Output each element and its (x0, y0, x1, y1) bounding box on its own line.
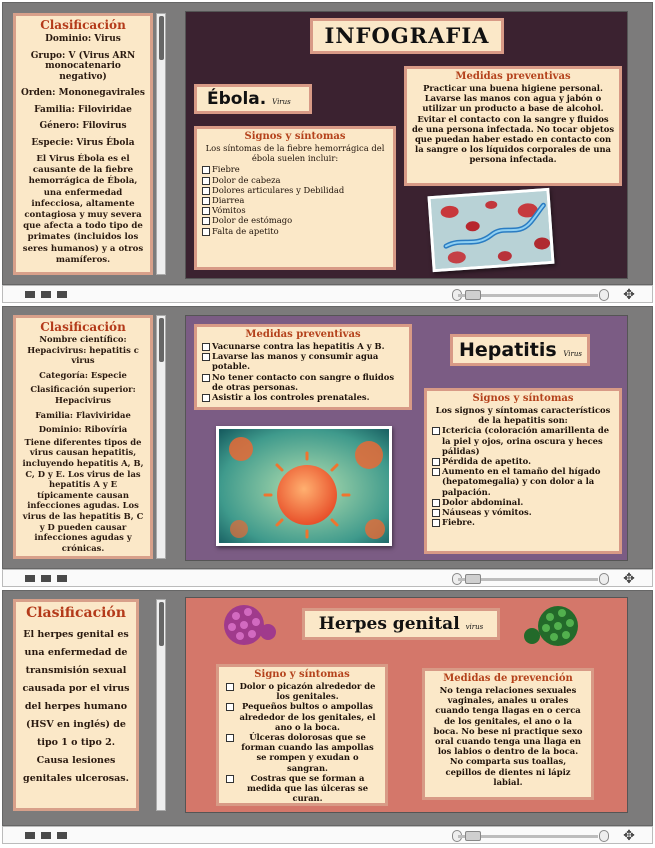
symptom-item: Úlceras dolorosas que se forman cuando las ampollas se rompen y exudan o sangran. (225, 732, 379, 773)
classification-line: Dominio: Virus (45, 34, 121, 44)
thumbnail-view-icon[interactable] (25, 291, 35, 298)
hepatitis-illustration (219, 429, 392, 546)
thumbnail-view-icon[interactable] (41, 291, 51, 298)
symptom-item: Fiebre (201, 164, 389, 174)
symptom-item: Pequeños bultos o ampollas alrededor de los genitales, el ano o la boca. (225, 701, 379, 732)
ebola-virus-image (427, 188, 554, 272)
signs-heading: Signo y síntomas (254, 669, 350, 680)
classification-heading: Clasificación (40, 320, 126, 334)
classification-line: Género: Filovirus (39, 121, 127, 131)
move-icon[interactable]: ✥ (623, 828, 635, 844)
prevention-card (422, 668, 594, 800)
thumbnail-view-icon[interactable] (41, 832, 51, 839)
thumbnail-view-icon[interactable] (57, 291, 67, 298)
scrollbar-thumb[interactable] (159, 602, 164, 646)
symptoms-list (225, 681, 379, 803)
symptom-item: Dolor o picazón alrededor de los genitales. (225, 681, 379, 701)
prevention-item: Asistir a los controles prenatales. (201, 392, 405, 402)
signs-symptoms-card (216, 664, 388, 806)
symptom-item: Náuseas y vómitos. (431, 507, 615, 517)
signs-heading: Signos y síntomas (472, 393, 574, 404)
move-icon[interactable]: ✥ (623, 571, 635, 587)
zoom-in-icon[interactable] (599, 289, 609, 301)
slide-statusbar (2, 569, 653, 587)
classification-sidebar (13, 13, 153, 275)
disease-title: Ébola. (207, 89, 267, 109)
slide-panel-hepatitis (2, 306, 653, 569)
scrollbar-thumb[interactable] (159, 318, 164, 362)
classification-line: Grupo: V (Virus ARN monocatenario negativo) (30, 50, 136, 82)
scrollbar-thumb[interactable] (159, 16, 164, 60)
zoom-slider-knob[interactable] (465, 831, 481, 841)
herpes-virus-icon (214, 600, 278, 650)
symptom-item: Vómitos (201, 205, 389, 215)
hepatitis-slide-canvas (185, 315, 628, 561)
banner-text: INFOGRAFIA (324, 23, 490, 48)
ebola-illustration (431, 191, 555, 273)
classification-description: Tiene diferentes tipos de virus causan hepatitis, incluyendo hepatitis A, B, C, D y E. Los virus de las hepatitis A y E típicamente causan infecciones agudas. Los virus de las hepatitis B, C y D pueden causar infecciones agudas y crónicas. (22, 436, 144, 553)
thumbnail-view-icon[interactable] (25, 832, 35, 839)
symptoms-list (201, 164, 389, 235)
sidebar-scrollbar[interactable] (156, 13, 166, 275)
symptom-item: Ictericia (coloración amarillenta de la piel y ojos, orina oscura y heces pálidas) (431, 425, 615, 456)
herpes-slide-canvas (185, 597, 628, 813)
symptom-item: Aumento en el tamaño del hígado (hepatomegalia) y con dolor a la palpación. (431, 466, 615, 497)
symptom-item: Diarrea (201, 195, 389, 205)
symptom-item: Fiebre. (431, 517, 615, 527)
classification-line: Especie: Virus Ébola (31, 137, 135, 148)
symptom-item: Falta de apetito (201, 226, 389, 236)
prevention-text: Practicar una buena higiene personal. Lavarse las manos con agua y jabón o utilizar un producto a base de alcohol. Evitar el contacto con la sangre y fluidos de una persona infectada. No tocar objetos que puedan haber estado en contacto con la sangre o los líquidos corporales de una persona infectada. (411, 83, 615, 165)
prevention-heading: Medidas preventivas (455, 71, 571, 82)
slide-statusbar (2, 285, 653, 303)
signs-intro: Los signos y síntomas característicos de la hepatitis son: (435, 405, 611, 426)
prevention-card (194, 324, 412, 410)
prevention-item: No tener contacto con sangre o fluidos de otras personas. (201, 372, 405, 392)
classification-description: El herpes genital es una enfermedad de transmisión sexual causada por el virus del herpes humano (HSV en inglés) de tipo 1 o tipo 2. Causa lesiones genitales ulcerosas. (22, 629, 130, 784)
classification-line: Dominio: Ribovíria (38, 424, 128, 435)
thumbnail-view-icon[interactable] (25, 575, 35, 582)
signs-symptoms-card (424, 388, 622, 554)
classification-line: Clasificación superior: Hepacivirus (30, 384, 136, 405)
classification-description: El Virus Ébola es el causante de la fiebre hemorrágica de Ébola, una enfermedad infecciosa, altamente contagiosa y muy severa que afecta a todo tipo de primates (incluidos los seres humanos) y a otros mamíferos. (22, 154, 144, 265)
symptom-item: Pérdida de apetito. (431, 456, 615, 466)
herpes-virus-icon (522, 602, 586, 652)
hepatitis-virus-image (216, 426, 392, 546)
signs-symptoms-card (194, 126, 396, 270)
disease-title: Hepatitis (459, 339, 557, 361)
slide-statusbar (2, 826, 653, 844)
slide-panel-ebola (2, 2, 653, 285)
classification-heading: Clasificación (40, 18, 126, 32)
zoom-slider-knob[interactable] (465, 574, 481, 584)
thumbnail-view-icon[interactable] (57, 575, 67, 582)
classification-line: Familia: Filoviridae (34, 104, 132, 115)
prevention-item: Vacunarse contra las hepatitis A y B. (201, 341, 405, 351)
symptoms-list (431, 425, 615, 527)
move-icon[interactable]: ✥ (623, 287, 635, 303)
prevention-text: No tenga relaciones sexuales vaginales, anales u orales cuando tenga llagas en o cerca de los genitales, el ano o la boca. No bese ni practique sexo oral cuando tenga una llaga en los labios o dentro de la boca. No comparta sus toallas, cepillos de dientes ni lápiz labial. (433, 685, 583, 787)
prevention-heading: Medidas preventivas (245, 329, 361, 340)
zoom-in-icon[interactable] (599, 830, 609, 842)
disease-title-box (450, 334, 590, 366)
classification-line: Familia: Flaviviridae (35, 409, 131, 420)
disease-title: Herpes genital (318, 614, 460, 634)
classification-sidebar (13, 599, 139, 811)
thumbnail-view-icon[interactable] (41, 575, 51, 582)
zoom-slider-knob[interactable] (465, 290, 481, 300)
symptom-item: Dolor de estómago (201, 215, 389, 225)
prevention-heading: Medidas de prevención (443, 673, 573, 684)
prevention-item: Lavarse las manos y consumir agua potable. (201, 351, 405, 371)
classification-line: Nombre científico: Hepacivirus: hepatitis c virus (27, 334, 139, 366)
symptom-item: Costras que se forman a medida que las úlceras se curan. (225, 773, 379, 804)
sidebar-scrollbar[interactable] (156, 315, 166, 559)
symptom-item: Dolores articulares y Debilidad (201, 185, 389, 195)
signs-intro: Los síntomas de la fiebre hemorrágica del ébola suelen incluir: (205, 143, 385, 164)
classification-heading: Clasificación (26, 605, 126, 621)
sidebar-scrollbar[interactable] (156, 599, 166, 811)
virus-suffix: Virus (563, 350, 582, 358)
symptom-item: Dolor de cabeza (201, 175, 389, 185)
prevention-card (404, 66, 622, 186)
classification-line: Categoría: Especie (39, 369, 127, 380)
ebola-slide-canvas (185, 11, 628, 279)
classification-line: Orden: Mononegavirales (21, 88, 145, 98)
prevention-list (201, 341, 405, 402)
thumbnail-view-icon[interactable] (57, 832, 67, 839)
classification-sidebar (13, 315, 153, 559)
disease-title-box (302, 608, 500, 640)
symptom-item: Dolor abdominal. (431, 497, 615, 507)
zoom-in-icon[interactable] (599, 573, 609, 585)
signs-heading: Signos y síntomas (244, 131, 346, 142)
slide-panel-herpes (2, 590, 653, 826)
infographic-banner (310, 18, 504, 54)
virus-suffix: Virus (272, 98, 291, 106)
disease-title-box (194, 84, 312, 114)
virus-suffix: virus (465, 623, 484, 631)
